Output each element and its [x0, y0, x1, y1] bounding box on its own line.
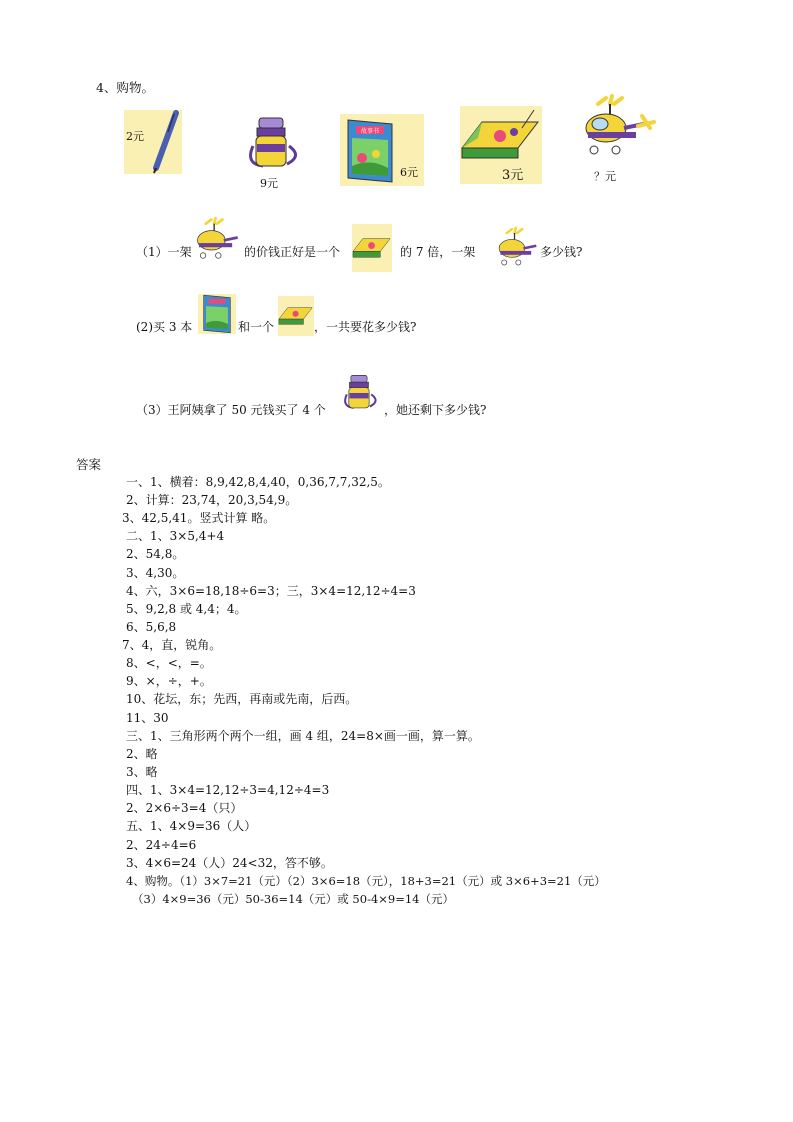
- thermos-bottle-icon: [243, 116, 305, 172]
- pencil-case-icon: [352, 224, 392, 272]
- answers-title: 答案: [76, 457, 102, 472]
- pencil-case-price: 3元: [502, 168, 524, 183]
- answer-line: 2、54,8。: [126, 547, 185, 561]
- answer-line: 11、30: [126, 711, 169, 725]
- pencil-case-small: [278, 296, 314, 336]
- answer-line: 5、9,2,8 或 4,4；4。: [126, 602, 247, 616]
- storybook-small: [198, 294, 236, 334]
- pencil-case-icon: [278, 296, 314, 336]
- answer-line: 4、六，3×6=18,18÷6=3；三，3×4=12,12÷4=3: [126, 584, 416, 598]
- answer-line: 2、略: [126, 747, 158, 761]
- q1-text-d: 多少钱?: [540, 245, 583, 259]
- toy-helicopter-icon: [494, 224, 544, 274]
- answer-line: 3、略: [126, 765, 158, 779]
- storybook-item: [340, 114, 424, 186]
- pencil-case-item: [460, 106, 542, 184]
- q2-text-c: ，一共要花多少钱?: [314, 320, 417, 334]
- pen-price: 2元: [126, 130, 144, 143]
- toy-helicopter-icon: [192, 215, 246, 267]
- answer-line: 2、24÷4=6: [126, 838, 197, 852]
- q3-text-b: ，她还剩下多少钱?: [384, 403, 487, 417]
- pen-item: [124, 110, 182, 174]
- q1-text-a: （1）一架: [136, 245, 192, 259]
- helicopter-price: ？元: [594, 170, 616, 183]
- answer-line: 3、4,30。: [126, 566, 185, 580]
- answer-line: 五、1、4×9=36（人）: [126, 819, 257, 833]
- storybook-icon: [344, 118, 396, 184]
- answer-line: 3、4×6=24（人）24<32，答不够。: [126, 856, 333, 870]
- answer-line: 7、4，直，锐角。: [122, 638, 222, 652]
- q3-text-a: （3）王阿姨拿了 50 元钱买了 4 个: [136, 403, 326, 417]
- answer-line: 二、1、3×5,4+4: [126, 529, 225, 543]
- answer-line: （3）4×9=36（元）50-36=14（元）或 50-4×9=14（元）: [132, 892, 454, 906]
- toy-helicopter-icon: [578, 94, 656, 164]
- answer-line: 四、1、3×4=12,12÷3=4,12÷4=3: [126, 783, 330, 797]
- answer-line: 三、1、三角形两个两个一组，画 4 组，24=8×画一画，算一算。: [126, 729, 480, 743]
- answer-line: 8、<，<，=。: [126, 656, 212, 670]
- answer-line: 3、42,5,41。竖式计算 略。: [122, 511, 276, 525]
- q2-text-b: 和一个: [238, 320, 275, 334]
- thermos-bottle-icon: [340, 372, 382, 414]
- section-title: 4、购物。: [96, 80, 154, 95]
- pen-icon: [146, 110, 182, 174]
- storybook-price: 6元: [400, 166, 418, 179]
- answer-line: 2、计算：23,74，20,3,54,9。: [126, 493, 298, 507]
- q1-text-b: 的价钱正好是一个: [244, 245, 341, 259]
- answer-line: 10、花坛，东；先西，再南或先南，后西。: [126, 692, 358, 706]
- q2-text-a: (2)买 3 本: [136, 320, 193, 334]
- answer-line: 4、购物。（1）3×7=21（元）（2）3×6=18（元），18+3=21（元）或 3×6+3=21（元）: [126, 874, 606, 888]
- storybook-cover-title: 故事书: [360, 128, 380, 135]
- storybook-icon: [198, 294, 236, 334]
- answer-line: 6、5,6,8: [126, 620, 177, 634]
- answer-line: 9、×，÷，+。: [126, 674, 212, 688]
- pencil-case-icon: [460, 108, 542, 162]
- thermos-price: 9元: [260, 177, 278, 190]
- answer-line: 2、2×6÷3=4（只）: [126, 801, 243, 815]
- q1-text-c: 的 7 倍，一架: [400, 245, 476, 259]
- answer-line: 一、1、横着：8,9,42,8,4,40，0,36,7,7,32,5。: [126, 475, 390, 489]
- pencil-case-small: [352, 224, 392, 272]
